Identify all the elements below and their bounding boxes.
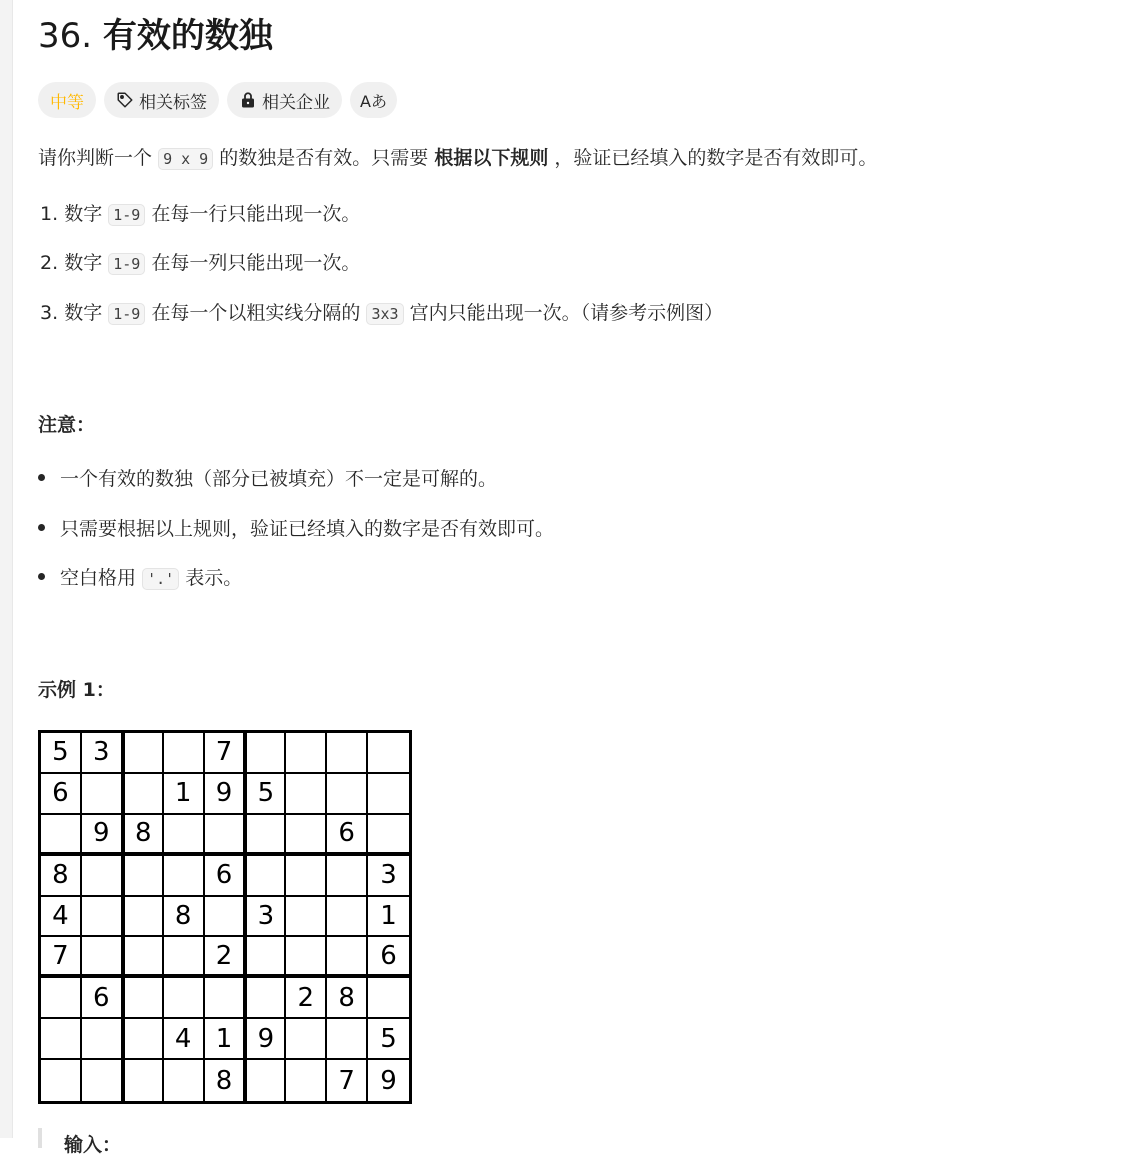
rule-number: 1. (40, 203, 59, 225)
sudoku-cell (123, 856, 164, 897)
sudoku-cell (123, 733, 164, 774)
sudoku-cell (245, 733, 286, 774)
sudoku-cell: 9 (245, 1019, 286, 1060)
sudoku-cell (327, 774, 368, 815)
rule-code: 1-9 (108, 204, 145, 226)
sudoku-cell (368, 815, 409, 856)
sudoku-cell (286, 815, 327, 856)
translate-button[interactable] (350, 82, 397, 118)
sudoku-cell (41, 815, 82, 856)
tag-icon (116, 91, 134, 109)
sudoku-cell (368, 774, 409, 815)
note-item (38, 465, 497, 493)
sudoku-cell (245, 1060, 286, 1101)
rule-number: 3. (40, 302, 59, 324)
sudoku-cell: 7 (327, 1060, 368, 1101)
related-companies-button[interactable] (227, 82, 342, 118)
sudoku-grid (41, 733, 409, 1101)
sudoku-cell: 3 (368, 856, 409, 897)
sudoku-cell (164, 815, 205, 856)
note-text: 一个有效的数独（部分已被填充）不一定是可解的。 (60, 468, 498, 490)
rule-item (40, 299, 723, 328)
intro-text-before: 请你判断一个 (38, 147, 153, 169)
lock-icon (239, 91, 257, 109)
sudoku-cell: 1 (205, 1019, 246, 1060)
sudoku-cell (123, 937, 164, 978)
sudoku-cell (123, 774, 164, 815)
difficulty-label: 中等 (50, 92, 84, 113)
related-tags-button[interactable] (104, 82, 219, 118)
sudoku-cell: 7 (41, 937, 82, 978)
rule-item (40, 249, 360, 278)
sudoku-cell: 5 (245, 774, 286, 815)
sudoku-cell (82, 856, 123, 897)
sudoku-cell (286, 897, 327, 938)
sudoku-cell: 1 (368, 897, 409, 938)
sudoku-cell (164, 733, 205, 774)
sudoku-cell (327, 937, 368, 978)
problem-number: 36. (38, 16, 93, 56)
rule-text: 数字 (64, 203, 103, 225)
sudoku-cell (245, 856, 286, 897)
sudoku-cell (286, 1019, 327, 1060)
sudoku-cell: 5 (368, 1019, 409, 1060)
sudoku-cell: 8 (205, 1060, 246, 1101)
sudoku-cell (164, 978, 205, 1019)
sudoku-cell (82, 1060, 123, 1101)
intro-bold: 根据以下规则 (434, 147, 549, 169)
sudoku-cell: 4 (41, 897, 82, 938)
rule-number: 2. (40, 252, 59, 274)
sudoku-cell: 1 (164, 774, 205, 815)
sudoku-cell: 8 (41, 856, 82, 897)
sudoku-cell (205, 815, 246, 856)
sudoku-cell (205, 897, 246, 938)
intro-text-after: ，验证已经填入的数字是否有效即可。 (554, 147, 878, 169)
note-text: 空白格用 (60, 567, 137, 589)
rule-code: 1-9 (108, 303, 145, 325)
note-text: 表示。 (185, 567, 243, 589)
note-text: 只需要根据以上规则，验证已经填入的数字是否有效即可。 (60, 518, 555, 540)
sudoku-cell: 4 (164, 1019, 205, 1060)
difficulty-badge[interactable] (38, 82, 96, 118)
sudoku-cell (286, 856, 327, 897)
sudoku-cell: 6 (41, 774, 82, 815)
note-code: '.' (142, 568, 179, 590)
rule-text: 在每一列只能出现一次。 (151, 252, 361, 274)
bullet-dot (38, 573, 45, 580)
sudoku-cell (327, 733, 368, 774)
rule-text: 在每一个以粗实线分隔的 (151, 302, 361, 324)
input-label: 输入： (64, 1134, 122, 1156)
left-panel-edge (0, 0, 13, 1138)
sudoku-cell: 6 (205, 856, 246, 897)
sudoku-cell: 3 (82, 733, 123, 774)
bullet-dot (38, 474, 45, 481)
sudoku-cell: 9 (82, 815, 123, 856)
sudoku-cell (41, 1019, 82, 1060)
sudoku-cell (41, 1060, 82, 1101)
sudoku-cell (368, 978, 409, 1019)
rule-code: 3x3 (366, 303, 403, 325)
sudoku-cell (123, 1060, 164, 1101)
note-heading: 注意： (38, 414, 96, 436)
sudoku-cell (327, 856, 368, 897)
sudoku-cell: 8 (164, 897, 205, 938)
intro-text-middle: 的数独是否有效。只需要 (219, 147, 429, 169)
sudoku-cell: 6 (368, 937, 409, 978)
bullet-dot (38, 524, 45, 531)
sudoku-cell (123, 978, 164, 1019)
note-item (38, 515, 554, 543)
rule-item (40, 200, 360, 229)
sudoku-cell: 6 (327, 815, 368, 856)
rule-text: 宫内只能出现一次。（请参考示例图） (409, 302, 724, 324)
sudoku-cell (82, 774, 123, 815)
sudoku-cell: 2 (286, 978, 327, 1019)
example-input-block (38, 1128, 442, 1156)
problem-name: 有效的数独 (102, 16, 273, 56)
sudoku-cell (245, 815, 286, 856)
sudoku-cell (368, 733, 409, 774)
sudoku-cell (286, 733, 327, 774)
sudoku-cell (164, 856, 205, 897)
sudoku-cell: 8 (123, 815, 164, 856)
sudoku-cell (327, 1019, 368, 1060)
intro-paragraph (38, 144, 877, 173)
sudoku-cell: 9 (368, 1060, 409, 1101)
sudoku-cell: 5 (41, 733, 82, 774)
sudoku-cell (286, 774, 327, 815)
sudoku-cell: 6 (82, 978, 123, 1019)
rule-text: 在每一行只能出现一次。 (151, 203, 361, 225)
sudoku-cell (82, 1019, 123, 1060)
translate-icon: Aあ (360, 91, 387, 111)
related-companies-label: 相关企业 (262, 92, 330, 113)
tag-row (38, 82, 397, 118)
rule-code: 1-9 (108, 253, 145, 275)
problem-title (38, 14, 273, 58)
sudoku-cell (245, 978, 286, 1019)
sudoku-cell (286, 937, 327, 978)
sudoku-cell: 2 (205, 937, 246, 978)
sudoku-cell (82, 897, 123, 938)
sudoku-cell (327, 897, 368, 938)
sudoku-cell: 9 (205, 774, 246, 815)
sudoku-cell (164, 1060, 205, 1101)
example-heading: 示例 1： (38, 679, 115, 701)
sudoku-cell (164, 937, 205, 978)
sudoku-board-image (38, 730, 412, 1104)
sudoku-cell (123, 897, 164, 938)
sudoku-cell (205, 978, 246, 1019)
sudoku-cell (123, 1019, 164, 1060)
intro-code: 9 x 9 (158, 148, 213, 170)
rule-text: 数字 (64, 302, 103, 324)
sudoku-cell: 3 (245, 897, 286, 938)
sudoku-cell (82, 937, 123, 978)
sudoku-cell (41, 978, 82, 1019)
related-tags-label: 相关标签 (139, 92, 207, 113)
rule-text: 数字 (64, 252, 103, 274)
sudoku-cell (245, 937, 286, 978)
sudoku-cell: 7 (205, 733, 246, 774)
note-item (38, 564, 242, 593)
sudoku-cell (286, 1060, 327, 1101)
sudoku-cell: 8 (327, 978, 368, 1019)
